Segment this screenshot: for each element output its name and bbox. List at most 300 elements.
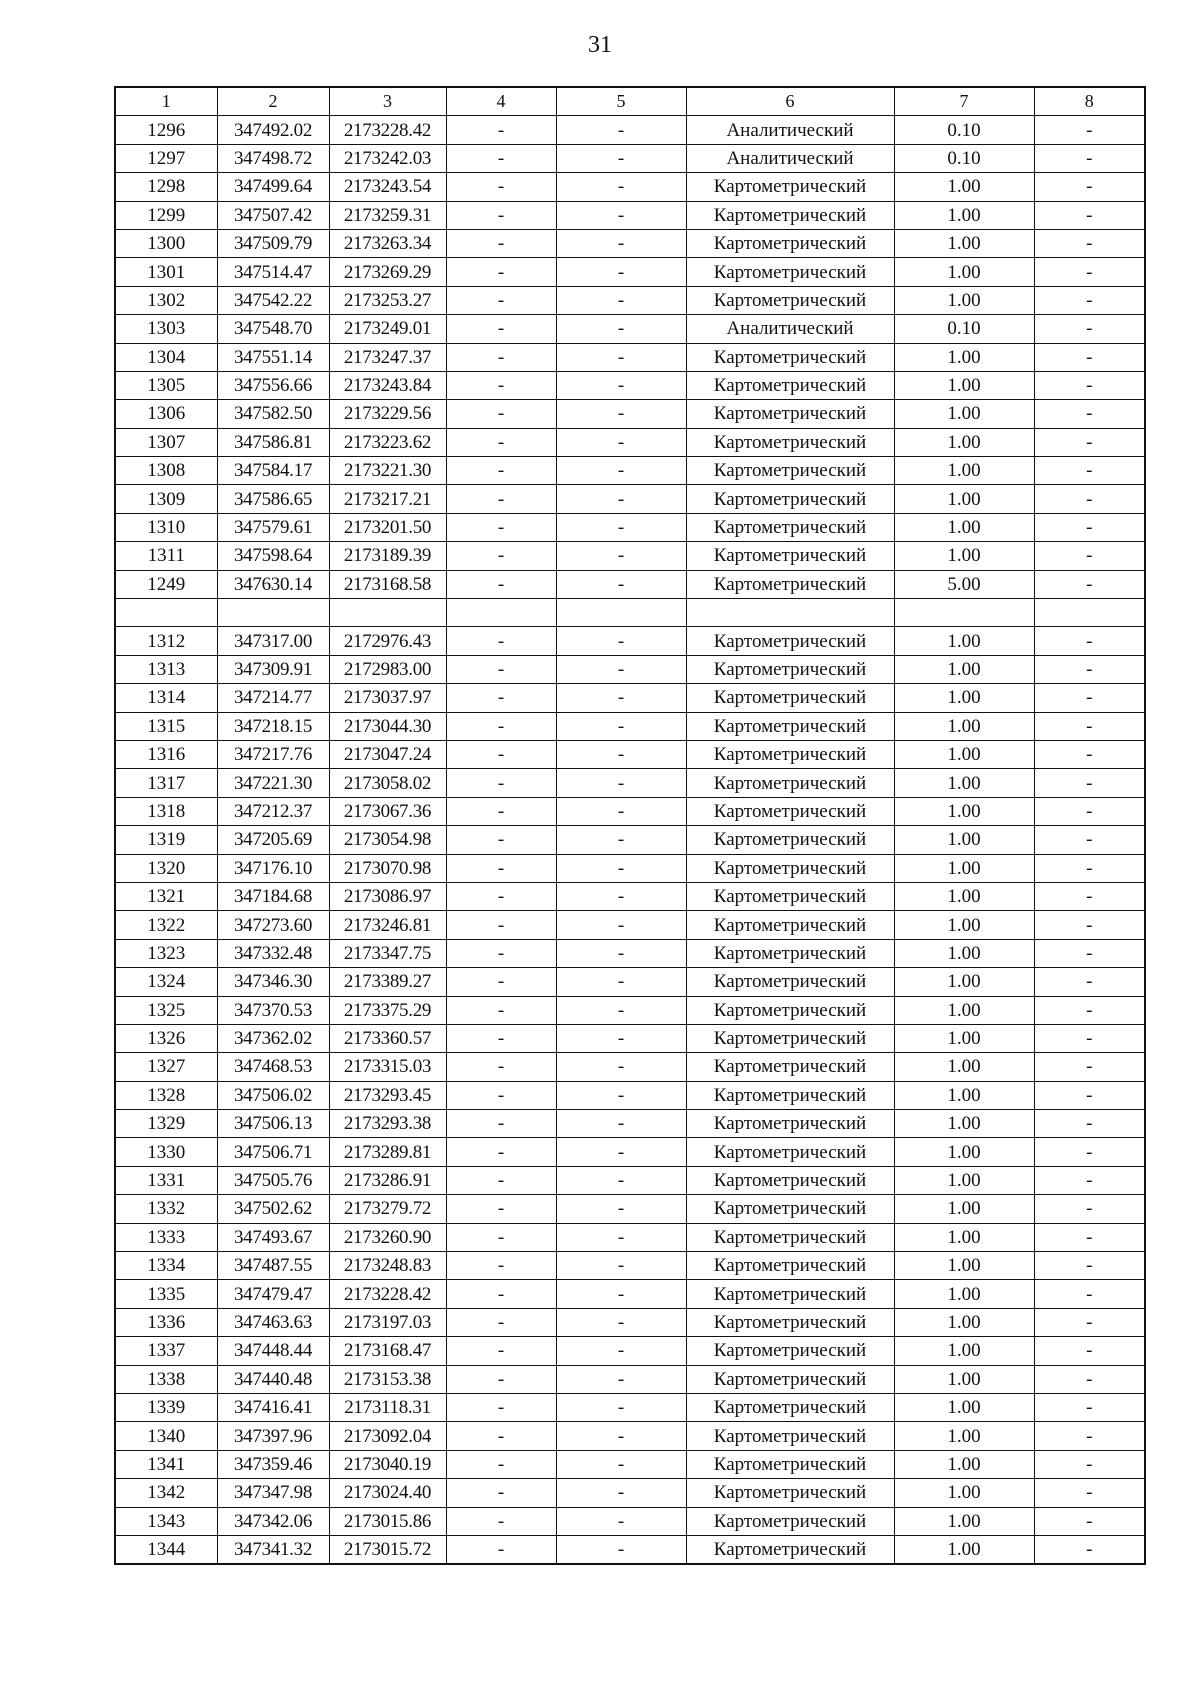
table-cell: 1.00 — [894, 1365, 1034, 1393]
table-cell: 2173044.30 — [329, 712, 446, 740]
table-cell: - — [446, 1138, 556, 1166]
table-cell: - — [446, 201, 556, 229]
table-cell: - — [1034, 939, 1145, 967]
table-cell: - — [556, 712, 686, 740]
table-cell: 1339 — [115, 1393, 217, 1421]
table-row — [115, 826, 1145, 854]
table-cell: 1338 — [115, 1365, 217, 1393]
table-row — [115, 911, 1145, 939]
table-cell: Картометрический — [686, 1024, 894, 1052]
table-cell: - — [446, 1195, 556, 1223]
table-cell: Аналитический — [686, 116, 894, 144]
table-cell: 347440.48 — [217, 1365, 329, 1393]
table-cell — [556, 599, 686, 627]
table-cell: - — [556, 996, 686, 1024]
table-cell: 2173015.86 — [329, 1507, 446, 1535]
table-cell: - — [446, 1024, 556, 1052]
table-row — [115, 1081, 1145, 1109]
table-cell: 1.00 — [894, 968, 1034, 996]
table-cell: 1335 — [115, 1280, 217, 1308]
table-cell: 1.00 — [894, 911, 1034, 939]
table-cell: Картометрический — [686, 173, 894, 201]
table-cell: - — [446, 428, 556, 456]
column-header: 1 — [115, 87, 217, 116]
table-cell: 2173054.98 — [329, 826, 446, 854]
table-row — [115, 769, 1145, 797]
table-cell: 1320 — [115, 854, 217, 882]
table-row — [115, 286, 1145, 314]
table-cell: - — [446, 1535, 556, 1564]
table-cell: - — [556, 826, 686, 854]
table-cell: 347370.53 — [217, 996, 329, 1024]
table-cell: 347176.10 — [217, 854, 329, 882]
table-cell: 2173243.54 — [329, 173, 446, 201]
table-cell: 1317 — [115, 769, 217, 797]
table-cell: Картометрический — [686, 1535, 894, 1564]
table-cell: - — [446, 371, 556, 399]
table-cell: 1329 — [115, 1110, 217, 1138]
table-cell: - — [556, 1507, 686, 1535]
table-cell — [217, 599, 329, 627]
table-cell: - — [556, 1195, 686, 1223]
table-cell: 2173286.91 — [329, 1166, 446, 1194]
table-row — [115, 627, 1145, 655]
table-cell: - — [446, 1308, 556, 1336]
table-row — [115, 1479, 1145, 1507]
table-row — [115, 1195, 1145, 1223]
table-cell: 2173269.29 — [329, 258, 446, 286]
table-cell: 1.00 — [894, 826, 1034, 854]
table-cell: Картометрический — [686, 343, 894, 371]
table-row — [115, 996, 1145, 1024]
table-cell: Картометрический — [686, 258, 894, 286]
table-cell: 1.00 — [894, 627, 1034, 655]
table-cell: - — [1034, 1195, 1145, 1223]
table-cell: 2173201.50 — [329, 513, 446, 541]
table-cell: Картометрический — [686, 1110, 894, 1138]
table-cell: - — [556, 286, 686, 314]
table-row — [115, 457, 1145, 485]
table-cell: 2173058.02 — [329, 769, 446, 797]
table-row — [115, 1053, 1145, 1081]
table-cell: 347584.17 — [217, 457, 329, 485]
table-cell: - — [556, 1081, 686, 1109]
table-cell: - — [446, 627, 556, 655]
table-cell: - — [556, 854, 686, 882]
table-row — [115, 797, 1145, 825]
table-cell: Картометрический — [686, 627, 894, 655]
table-row — [115, 1450, 1145, 1478]
table-cell: 1.00 — [894, 712, 1034, 740]
table-cell: - — [1034, 1024, 1145, 1052]
table-cell: - — [1034, 1535, 1145, 1564]
column-header: 2 — [217, 87, 329, 116]
table-cell: 2173293.38 — [329, 1110, 446, 1138]
table-cell: 347359.46 — [217, 1450, 329, 1478]
table-cell: - — [556, 1535, 686, 1564]
table-row — [115, 599, 1145, 627]
table-cell: 347341.32 — [217, 1535, 329, 1564]
table-cell: - — [1034, 882, 1145, 910]
table-cell: - — [1034, 428, 1145, 456]
table-cell: - — [1034, 1308, 1145, 1336]
table-row — [115, 655, 1145, 683]
table-cell: Картометрический — [686, 286, 894, 314]
table-cell: 347468.53 — [217, 1053, 329, 1081]
table-cell: Картометрический — [686, 882, 894, 910]
table-cell: 2173228.42 — [329, 1280, 446, 1308]
table-cell: 1.00 — [894, 1195, 1034, 1223]
table-cell: - — [446, 229, 556, 257]
table-cell: Картометрический — [686, 1507, 894, 1535]
table-cell: - — [556, 173, 686, 201]
table-cell: 347317.00 — [217, 627, 329, 655]
table-cell: - — [446, 513, 556, 541]
table-cell: - — [446, 740, 556, 768]
table-cell: 347630.14 — [217, 570, 329, 598]
table-cell: 2173037.97 — [329, 684, 446, 712]
table-cell: 1344 — [115, 1535, 217, 1564]
table-cell — [894, 599, 1034, 627]
table-cell: 1314 — [115, 684, 217, 712]
table-cell: - — [1034, 229, 1145, 257]
table-cell: - — [556, 343, 686, 371]
table-cell: - — [556, 513, 686, 541]
table-cell: 347502.62 — [217, 1195, 329, 1223]
table-cell: - — [446, 655, 556, 683]
table-cell: - — [556, 400, 686, 428]
table-cell: - — [556, 797, 686, 825]
table-cell: - — [556, 542, 686, 570]
table-cell: - — [446, 570, 556, 598]
table-cell: - — [446, 1422, 556, 1450]
table-cell: - — [556, 1110, 686, 1138]
table-cell: Картометрический — [686, 911, 894, 939]
table-cell: - — [1034, 116, 1145, 144]
table-cell: 347551.14 — [217, 343, 329, 371]
table-cell: - — [1034, 655, 1145, 683]
table-cell: 347273.60 — [217, 911, 329, 939]
table-cell: 2173253.27 — [329, 286, 446, 314]
coordinates-table — [114, 86, 1146, 1565]
table-cell: - — [556, 371, 686, 399]
table-cell: 347492.02 — [217, 116, 329, 144]
table-cell: Картометрический — [686, 1450, 894, 1478]
table-cell: 2173243.84 — [329, 371, 446, 399]
table-cell: 2173289.81 — [329, 1138, 446, 1166]
table-cell: 1.00 — [894, 797, 1034, 825]
table-row — [115, 343, 1145, 371]
table-cell: Картометрический — [686, 740, 894, 768]
table-cell: 1332 — [115, 1195, 217, 1223]
table-cell: Картометрический — [686, 1166, 894, 1194]
table-cell: 0.10 — [894, 315, 1034, 343]
table-row — [115, 258, 1145, 286]
table-cell: - — [556, 570, 686, 598]
table-cell: 1.00 — [894, 655, 1034, 683]
table-cell: 347221.30 — [217, 769, 329, 797]
table-cell: - — [446, 769, 556, 797]
table-cell: 1.00 — [894, 173, 1034, 201]
table-cell: - — [446, 542, 556, 570]
table-cell: - — [446, 1252, 556, 1280]
table-cell: 2173189.39 — [329, 542, 446, 570]
table-cell: - — [556, 1365, 686, 1393]
table-cell: 347214.77 — [217, 684, 329, 712]
table-cell: - — [1034, 1422, 1145, 1450]
table-row — [115, 513, 1145, 541]
table-cell: - — [446, 684, 556, 712]
table-cell: 2173260.90 — [329, 1223, 446, 1251]
table-cell: - — [1034, 286, 1145, 314]
table-cell: Картометрический — [686, 1337, 894, 1365]
table-cell: - — [556, 1166, 686, 1194]
table-row — [115, 1252, 1145, 1280]
table-cell: 1322 — [115, 911, 217, 939]
table-cell: - — [1034, 1280, 1145, 1308]
table-cell: - — [446, 854, 556, 882]
table-row — [115, 882, 1145, 910]
table-cell: 1.00 — [894, 740, 1034, 768]
table-cell: 347448.44 — [217, 1337, 329, 1365]
table-cell: - — [446, 1507, 556, 1535]
table-cell: - — [556, 911, 686, 939]
table-cell: 347205.69 — [217, 826, 329, 854]
table-cell: 1.00 — [894, 769, 1034, 797]
table-cell: 1.00 — [894, 939, 1034, 967]
table-cell: 1.00 — [894, 258, 1034, 286]
table-cell: 1.00 — [894, 457, 1034, 485]
table-cell: - — [556, 1223, 686, 1251]
table-cell: 2173293.45 — [329, 1081, 446, 1109]
table-cell: - — [1034, 826, 1145, 854]
table-cell: - — [446, 797, 556, 825]
table-cell: Картометрический — [686, 1053, 894, 1081]
table-row — [115, 684, 1145, 712]
table-cell: - — [1034, 1479, 1145, 1507]
table-cell: - — [556, 882, 686, 910]
table-cell: 1296 — [115, 116, 217, 144]
table-cell: - — [446, 1479, 556, 1507]
table-cell: Аналитический — [686, 144, 894, 172]
table-cell: 2173259.31 — [329, 201, 446, 229]
table-cell: - — [556, 1393, 686, 1421]
table-cell: - — [446, 911, 556, 939]
table-cell: - — [1034, 1507, 1145, 1535]
table-cell: Картометрический — [686, 1422, 894, 1450]
table-cell: 1340 — [115, 1422, 217, 1450]
table-cell: Картометрический — [686, 1393, 894, 1421]
table-cell: 0.10 — [894, 144, 1034, 172]
table-cell: 2172983.00 — [329, 655, 446, 683]
table-cell: 1.00 — [894, 1450, 1034, 1478]
table-cell: 2173153.38 — [329, 1365, 446, 1393]
table-cell: - — [556, 428, 686, 456]
table-cell: 347487.55 — [217, 1252, 329, 1280]
table-cell: 347309.91 — [217, 655, 329, 683]
table-cell: - — [556, 1252, 686, 1280]
table-cell: - — [446, 258, 556, 286]
table-row — [115, 315, 1145, 343]
table-cell: - — [446, 1337, 556, 1365]
table-cell: - — [1034, 1450, 1145, 1478]
table-cell: 2173242.03 — [329, 144, 446, 172]
table-cell: 1.00 — [894, 1280, 1034, 1308]
table-cell: 1323 — [115, 939, 217, 967]
table-cell: - — [446, 485, 556, 513]
table-cell: - — [1034, 769, 1145, 797]
table-cell: 1310 — [115, 513, 217, 541]
table-cell: 2173229.56 — [329, 400, 446, 428]
table-cell: 1.00 — [894, 1223, 1034, 1251]
table-cell: - — [446, 400, 556, 428]
table-cell: 1.00 — [894, 1393, 1034, 1421]
table-cell: Картометрический — [686, 1223, 894, 1251]
table-cell: 347579.61 — [217, 513, 329, 541]
table-cell: - — [446, 1365, 556, 1393]
table-cell: - — [556, 116, 686, 144]
table-cell: - — [446, 1081, 556, 1109]
table-cell: 1.00 — [894, 1166, 1034, 1194]
table-cell: Картометрический — [686, 1280, 894, 1308]
table-row — [115, 1535, 1145, 1564]
table-cell: 2173092.04 — [329, 1422, 446, 1450]
table-cell: 2173070.98 — [329, 854, 446, 882]
table-cell: - — [1034, 343, 1145, 371]
page-number: 31 — [588, 32, 612, 58]
table-cell: - — [1034, 627, 1145, 655]
coordinates-table-container — [114, 86, 1146, 1565]
table-cell: 347509.79 — [217, 229, 329, 257]
table-cell: Картометрический — [686, 655, 894, 683]
table-row — [115, 1110, 1145, 1138]
table-cell: 1308 — [115, 457, 217, 485]
table-cell: - — [1034, 712, 1145, 740]
table-cell: - — [1034, 371, 1145, 399]
table-cell: - — [556, 258, 686, 286]
table-row — [115, 1365, 1145, 1393]
table-cell: - — [556, 627, 686, 655]
table-row — [115, 1308, 1145, 1336]
table-cell: 2173347.75 — [329, 939, 446, 967]
table-cell: - — [556, 1422, 686, 1450]
table-cell: - — [556, 315, 686, 343]
table-cell: Картометрический — [686, 428, 894, 456]
table-cell: 347582.50 — [217, 400, 329, 428]
table-cell: 1.00 — [894, 428, 1034, 456]
table-cell: - — [1034, 740, 1145, 768]
table-cell: 347506.02 — [217, 1081, 329, 1109]
table-cell: 1303 — [115, 315, 217, 343]
table-cell: 347586.65 — [217, 485, 329, 513]
table-row — [115, 1422, 1145, 1450]
table-cell: - — [446, 1053, 556, 1081]
table-cell: 347598.64 — [217, 542, 329, 570]
table-cell: 2173024.40 — [329, 1479, 446, 1507]
table-cell: 1304 — [115, 343, 217, 371]
table-cell: 2173375.29 — [329, 996, 446, 1024]
table-cell: 347556.66 — [217, 371, 329, 399]
table-cell: - — [1034, 968, 1145, 996]
table-cell: 2173168.47 — [329, 1337, 446, 1365]
table-cell: 2173247.37 — [329, 343, 446, 371]
table-cell: 1331 — [115, 1166, 217, 1194]
table-cell: 1316 — [115, 740, 217, 768]
table-row — [115, 1223, 1145, 1251]
table-cell: Картометрический — [686, 826, 894, 854]
table-cell: 5.00 — [894, 570, 1034, 598]
table-cell: - — [446, 173, 556, 201]
table-cell: - — [446, 826, 556, 854]
table-cell: 1.00 — [894, 1138, 1034, 1166]
table-cell: 1.00 — [894, 229, 1034, 257]
table-row — [115, 116, 1145, 144]
table-cell: 347542.22 — [217, 286, 329, 314]
table-cell: 1.00 — [894, 400, 1034, 428]
table-cell: - — [1034, 1138, 1145, 1166]
table-cell: 2173221.30 — [329, 457, 446, 485]
table-cell: - — [1034, 457, 1145, 485]
table-cell: 347498.72 — [217, 144, 329, 172]
table-cell: - — [446, 1110, 556, 1138]
table-cell: Картометрический — [686, 968, 894, 996]
table-cell: 1.00 — [894, 1422, 1034, 1450]
table-cell: - — [556, 740, 686, 768]
table-cell: 347493.67 — [217, 1223, 329, 1251]
table-cell: 2173168.58 — [329, 570, 446, 598]
table-cell: - — [1034, 542, 1145, 570]
table-cell: - — [446, 1166, 556, 1194]
table-cell: 347347.98 — [217, 1479, 329, 1507]
table-cell: 347416.41 — [217, 1393, 329, 1421]
table-cell: 1324 — [115, 968, 217, 996]
table-cell: - — [556, 1337, 686, 1365]
table-cell: 2173040.19 — [329, 1450, 446, 1478]
table-cell: 2173246.81 — [329, 911, 446, 939]
table-cell: 347346.30 — [217, 968, 329, 996]
table-cell: 1249 — [115, 570, 217, 598]
table-cell: Картометрический — [686, 1479, 894, 1507]
table-cell: - — [446, 882, 556, 910]
table-cell: 2173217.21 — [329, 485, 446, 513]
table-cell: 1311 — [115, 542, 217, 570]
table-cell: - — [446, 1223, 556, 1251]
table-cell: Картометрический — [686, 797, 894, 825]
table-cell: Картометрический — [686, 712, 894, 740]
table-cell: - — [446, 144, 556, 172]
table-cell: 1306 — [115, 400, 217, 428]
table-cell: 1326 — [115, 1024, 217, 1052]
table-cell: Картометрический — [686, 1365, 894, 1393]
table-cell: - — [556, 1053, 686, 1081]
column-header: 7 — [894, 87, 1034, 116]
table-cell: 2173279.72 — [329, 1195, 446, 1223]
table-cell: - — [446, 939, 556, 967]
table-cell: - — [556, 769, 686, 797]
column-header: 8 — [1034, 87, 1145, 116]
table-cell: 0.10 — [894, 116, 1034, 144]
table-cell: 1302 — [115, 286, 217, 314]
table-cell: - — [1034, 1337, 1145, 1365]
table-cell: 2173360.57 — [329, 1024, 446, 1052]
table-cell: 2173223.62 — [329, 428, 446, 456]
table-cell: 1.00 — [894, 1479, 1034, 1507]
table-cell: - — [1034, 1053, 1145, 1081]
table-cell: - — [556, 201, 686, 229]
table-row — [115, 371, 1145, 399]
table-cell: - — [446, 343, 556, 371]
table-cell: - — [556, 1450, 686, 1478]
